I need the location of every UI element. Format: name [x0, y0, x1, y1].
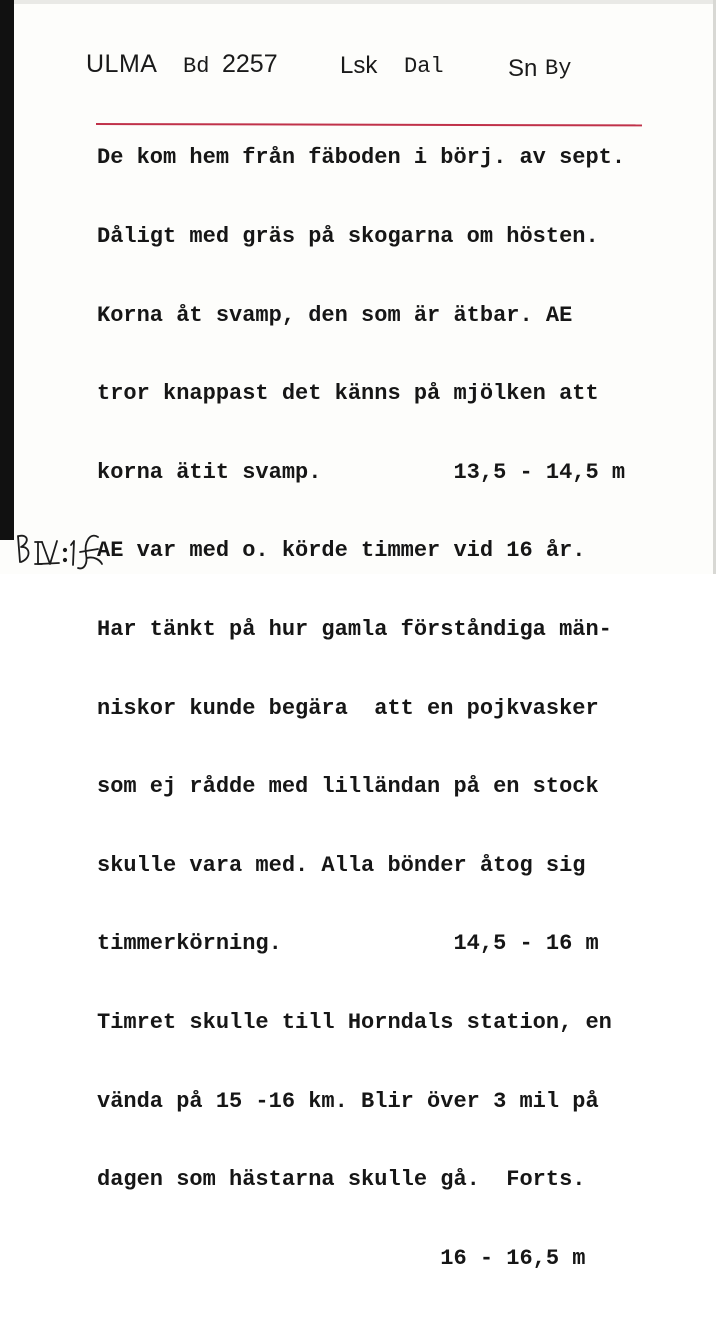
text-line: skulle vara med. Alla bönder åtog sig [97, 852, 586, 878]
lsk-value: Dal [404, 54, 444, 79]
text-line: Har tänkt på hur gamla förståndiga män- [97, 616, 612, 642]
text-line: Korna åt svamp, den som är ätbar. AE [97, 302, 573, 328]
text-line: Dåligt med gräs på skogarna om hösten. [97, 224, 599, 249]
text-line: som ej rådde med lilländan på en stock [97, 774, 599, 800]
text-line: tror knappast det känns på mjölken att [97, 381, 599, 407]
archive-code: ULMA [86, 50, 158, 78]
text-line: timmerkörning. 14,5 - 16 m [97, 931, 599, 957]
text-line: Timret skulle till Horndals station, en [97, 1009, 612, 1035]
text-line: 16 - 16,5 m [97, 1245, 586, 1271]
text-line: De kom hem från fäboden i börj. av sept. [97, 145, 626, 171]
text-line: dagen som hästarna skulle gå. Forts. [97, 1167, 586, 1193]
card-left-border [0, 0, 14, 540]
sn-label: Sn [508, 55, 538, 82]
lsk-label: Lsk [340, 52, 378, 79]
text-line: niskor kunde begära att en pojkvasker [97, 695, 599, 721]
text-line: korna ätit svamp. 13,5 - 14,5 m [97, 459, 626, 485]
text-line: vända på 15 -16 km. Blir över 3 mil på [97, 1088, 599, 1114]
typed-record-text [97, 93, 625, 1324]
text-line: AE var med o. körde timmer vid 16 år. [97, 538, 586, 564]
card-top-edge [14, 0, 716, 4]
bd-label: Bd [183, 54, 210, 79]
sn-value: By [545, 56, 572, 81]
handwritten-signature [14, 528, 114, 572]
bd-number: 2257 [222, 50, 278, 78]
